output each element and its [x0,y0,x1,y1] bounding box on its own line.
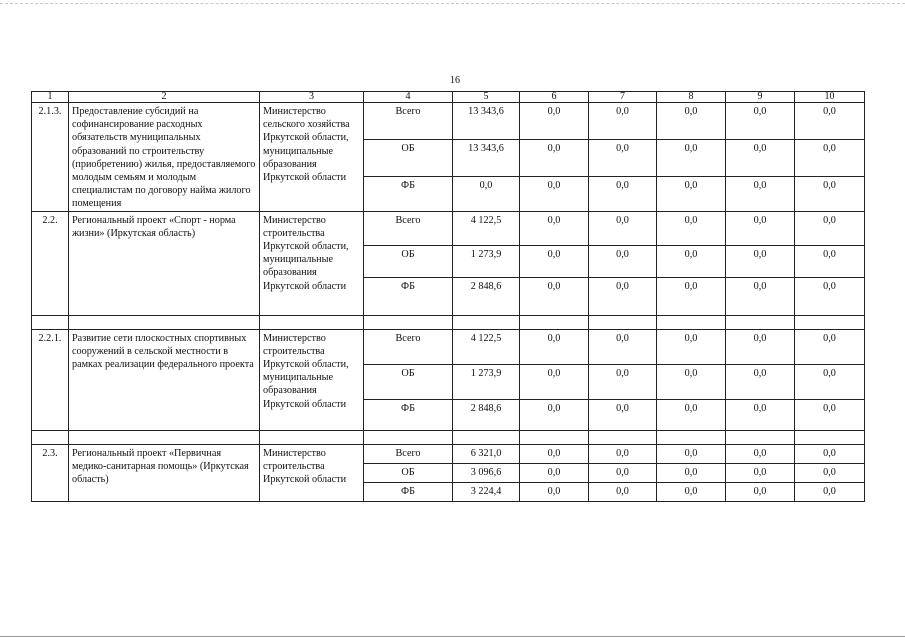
funding-value: 0,0 [795,463,865,482]
funding-total: 4 122,5 [453,211,520,245]
funding-total: 4 122,5 [453,329,520,364]
funding-value: 0,0 [795,245,865,277]
funding-value: 0,0 [657,364,726,399]
funding-value: 0,0 [520,103,589,140]
funding-value: 0,0 [795,364,865,399]
funding-value: 0,0 [795,176,865,211]
funding-value: 0,0 [657,463,726,482]
funding-total: 0,0 [453,176,520,211]
funding-total: 3 096,6 [453,463,520,482]
item-name: Региональный проект «Первичная медико-санитарная помощь» (Иркутская область) [69,444,260,501]
funding-value: 0,0 [589,399,657,430]
funding-value: 0,0 [657,245,726,277]
funding-value: 0,0 [726,399,795,430]
funding-value: 0,0 [520,140,589,176]
item-code: 2.2.1. [32,329,69,430]
item-code: 2.3. [32,444,69,501]
funding-value: 0,0 [795,444,865,463]
column-number: 10 [795,92,865,103]
funding-value: 0,0 [520,245,589,277]
funding-value: 0,0 [589,463,657,482]
funding-value: 0,0 [726,482,795,501]
funding-value: 0,0 [795,140,865,176]
funding-source: Всего [364,211,453,245]
item-name: Развитие сети плоскостных спортивных сооружений в сельской местности в рамках реализации федерального проекта [69,329,260,430]
funding-source: ОБ [364,245,453,277]
funding-value: 0,0 [589,277,657,315]
funding-total: 13 343,6 [453,103,520,140]
funding-value: 0,0 [657,176,726,211]
funding-total: 1 273,9 [453,245,520,277]
funding-value: 0,0 [657,140,726,176]
funding-source: ОБ [364,140,453,176]
funding-value: 0,0 [795,103,865,140]
funding-value: 0,0 [726,140,795,176]
funding-value: 0,0 [726,245,795,277]
top-edge-line [0,3,905,4]
funding-value: 0,0 [589,482,657,501]
item-code: 2.2. [32,211,69,315]
funding-value: 0,0 [657,329,726,364]
funding-value: 0,0 [726,463,795,482]
bottom-edge-line [0,636,905,637]
budget-table [31,91,865,502]
funding-total: 1 273,9 [453,364,520,399]
funding-source: ФБ [364,176,453,211]
funding-value: 0,0 [657,482,726,501]
funding-value: 0,0 [520,211,589,245]
item-code: 2.1.3. [32,103,69,212]
funding-total: 2 848,6 [453,277,520,315]
funding-value: 0,0 [657,277,726,315]
funding-total: 13 343,6 [453,140,520,176]
funding-value: 0,0 [589,329,657,364]
item-executor: Министерство строительства Иркутской области [260,444,364,501]
funding-value: 0,0 [589,140,657,176]
column-number: 9 [726,92,795,103]
funding-value: 0,0 [657,103,726,140]
item-executor: Министерство сельского хозяйства Иркутской области, муниципальные образования Иркутской области [260,103,364,212]
funding-value: 0,0 [726,444,795,463]
funding-value: 0,0 [589,176,657,211]
funding-source: ФБ [364,399,453,430]
funding-source: ОБ [364,364,453,399]
funding-source: Всего [364,444,453,463]
funding-value: 0,0 [657,399,726,430]
funding-source: Всего [364,329,453,364]
funding-value: 0,0 [589,211,657,245]
funding-value: 0,0 [657,444,726,463]
column-number: 5 [453,92,520,103]
item-name: Предоставление субсидий на софинансирование расходных обязательств муниципальных образований по строительству (приобретению) жилья, предоставляемого молодым семьям и молодым специалистам по договору найма жилого помещения [69,103,260,212]
table-gap-row [32,315,865,329]
column-number: 4 [364,92,453,103]
funding-value: 0,0 [726,364,795,399]
funding-value: 0,0 [726,329,795,364]
column-number: 2 [69,92,260,103]
column-number: 6 [520,92,589,103]
funding-value: 0,0 [520,364,589,399]
funding-value: 0,0 [795,399,865,430]
funding-value: 0,0 [795,482,865,501]
funding-source: ФБ [364,482,453,501]
table-row [32,329,865,364]
funding-value: 0,0 [589,103,657,140]
funding-value: 0,0 [520,399,589,430]
funding-value: 0,0 [589,364,657,399]
funding-value: 0,0 [589,444,657,463]
page-number: 16 [450,75,460,86]
funding-value: 0,0 [520,176,589,211]
funding-total: 6 321,0 [453,444,520,463]
funding-source: ОБ [364,463,453,482]
funding-source: ФБ [364,277,453,315]
funding-value: 0,0 [657,211,726,245]
column-number-row [32,92,865,103]
funding-value: 0,0 [726,176,795,211]
column-number: 8 [657,92,726,103]
funding-value: 0,0 [520,482,589,501]
funding-value: 0,0 [726,103,795,140]
funding-value: 0,0 [520,444,589,463]
funding-value: 0,0 [726,277,795,315]
item-name: Региональный проект «Спорт - норма жизни» (Иркутская область) [69,211,260,315]
table-row [32,211,865,245]
table-gap-row [32,430,865,444]
funding-source: Всего [364,103,453,140]
column-number: 7 [589,92,657,103]
column-number: 3 [260,92,364,103]
funding-total: 3 224,4 [453,482,520,501]
item-executor: Министерство строительства Иркутской области, муниципальные образования Иркутской области [260,211,364,315]
funding-value: 0,0 [795,211,865,245]
funding-value: 0,0 [795,277,865,315]
funding-value: 0,0 [520,463,589,482]
column-number: 1 [32,92,69,103]
funding-total: 2 848,6 [453,399,520,430]
funding-value: 0,0 [795,329,865,364]
table-row [32,444,865,463]
funding-value: 0,0 [520,329,589,364]
table-row [32,103,865,140]
item-executor: Министерство строительства Иркутской области, муниципальные образования Иркутской области [260,329,364,430]
funding-value: 0,0 [589,245,657,277]
funding-value: 0,0 [726,211,795,245]
funding-value: 0,0 [520,277,589,315]
